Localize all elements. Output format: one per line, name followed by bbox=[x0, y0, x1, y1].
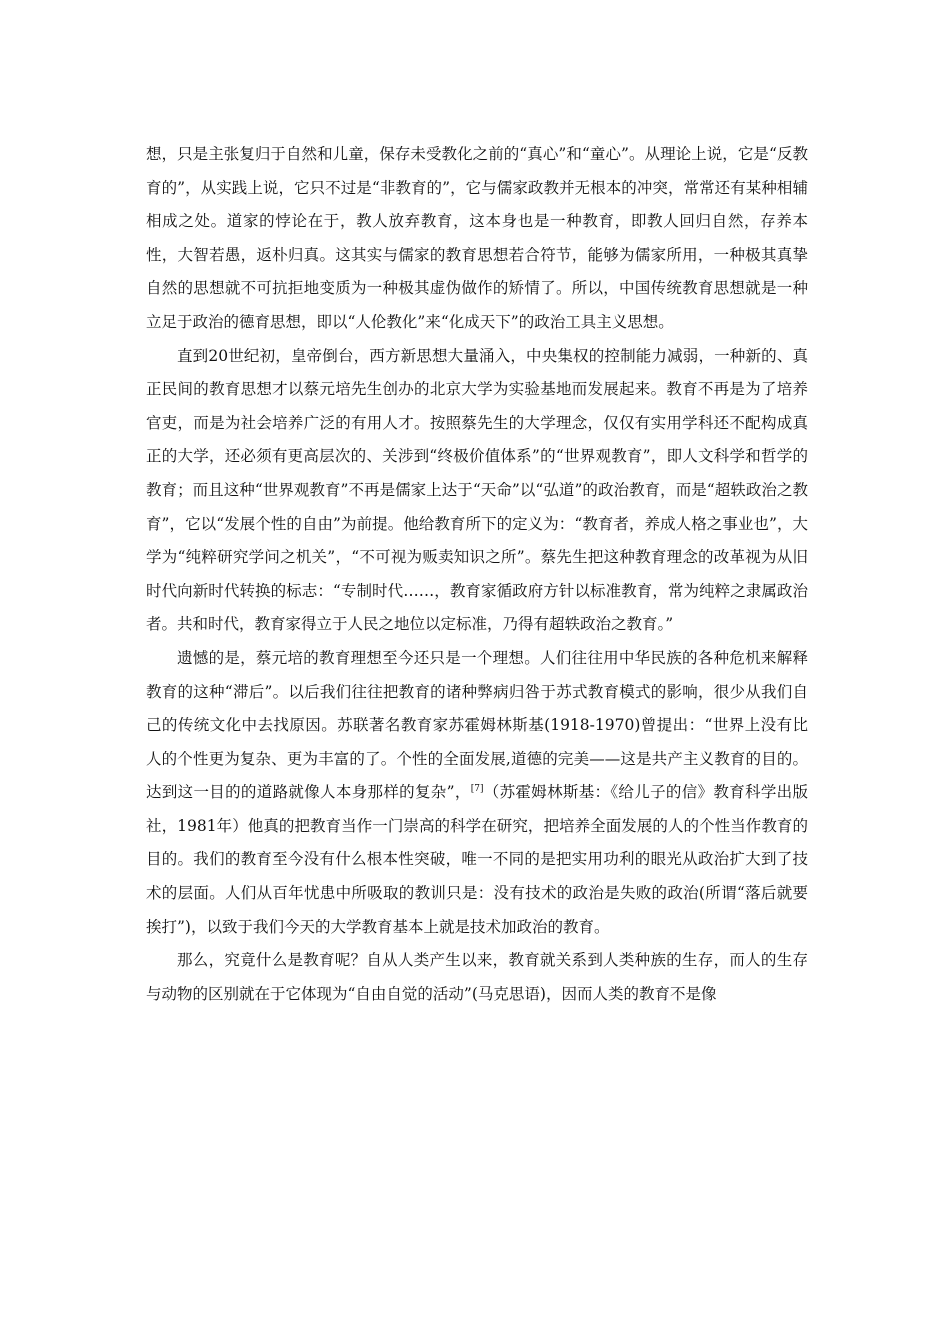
document-page bbox=[146, 138, 808, 1011]
paragraph-3 bbox=[146, 642, 808, 944]
paragraph-text: （苏霍姆林斯基：《给儿子的信》教育科学出版社，1981年）他真的把教育当作一门崇高的科学在研究，把培养全面发展的人的个性当作教育的目的。我们的教育至今没有什么根本性突破，唯一不同的是把实用功利的眼光从政治扩大到了技术的层面。人们从百年忧患中所吸取的教训只是：没有技术的政治是失败的政治(所谓“落后就要挨打”)，以致于我们今天的大学教育基本上就是技术加政治的教育。 bbox=[146, 783, 808, 936]
paragraph-text: 直到20世纪初，皇帝倒台，西方新思想大量涌入，中央集权的控制能力减弱，一种新的、真正民间的教育思想才以蔡元培先生创办的北京大学为实验基地而发展起来。教育不再是为了培养官吏，而是为社会培养广泛的有用人才。按照蔡先生的大学理念，仅仅有实用学科还不配构成真正的大学，还必须有更高层次的、关涉到“终极价值体系”的“世界观教育”，即人文科学和哲学的教育；而且这种“世界观教育”不再是儒家上达于“天命”以“弘道”的政治教育，而是“超轶政治之教育”，它以“发展个性的自由”为前提。他给教育所下的定义为：“教育者，养成人格之事业也”，大学为“纯粹研究学问之机关”，“不可视为贩卖知识之所”。蔡先生把这种教育理念的改革视为从旧时代向新时代转换的标志：“专制时代……，教育家循政府方针以标准教育，常为纯粹之隶属政治者。共和时代，教育家得立于人民之地位以定标准，乃得有超轶政治之教育。” bbox=[146, 346, 808, 634]
paragraph-1 bbox=[146, 138, 808, 340]
paragraph-2 bbox=[146, 340, 808, 642]
paragraph-4 bbox=[146, 944, 808, 1011]
paragraph-text: 遗憾的是，蔡元培的教育理想至今还只是一个理想。人们往往用中华民族的各种危机来解释教育的这种“滞后”。以后我们往往把教育的诸种弊病归咎于苏式教育模式的影响，很少从我们自己的传统文化中去找原因。苏联著名教育家苏霍姆林斯基(1918-1970)曾提出：“世界上没有比人的个性更为复杂、更为丰富的了。个性的全面发展,道德的完美——这是共产主义教育的目的。达到这一目的的道路就像人本身那样的复杂”， bbox=[146, 648, 808, 802]
paragraph-text: 想，只是主张复归于自然和儿童，保存未受教化之前的“真心”和“童心”。从理论上说，它是“反教育的”，从实践上说，它只不过是“非教育的”，它与儒家政教并无根本的冲突，常常还有某种相辅相成之处。道家的悖论在于，教人放弃教育，这本身也是一种教育，即教人回归自然，存养本性，大智若愚，返朴归真。这其实与儒家的教育思想若合符节，能够为儒家所用，一种极其真挚自然的思想就不可抗拒地变质为一种极其虚伪做作的矫情了。所以，中国传统教育思想就是一种立足于政治的德育思想，即以“人伦教化”来“化成天下”的政治工具主义思想。 bbox=[146, 145, 808, 331]
citation-marker: [7] bbox=[470, 784, 484, 795]
paragraph-text: 那么，究竟什么是教育呢？自从人类产生以来，教育就关系到人类种族的生存，而人的生存与动物的区别就在于它体现为“自由自觉的活动”(马克思语)，因而人类的教育不是像 bbox=[146, 951, 808, 1003]
